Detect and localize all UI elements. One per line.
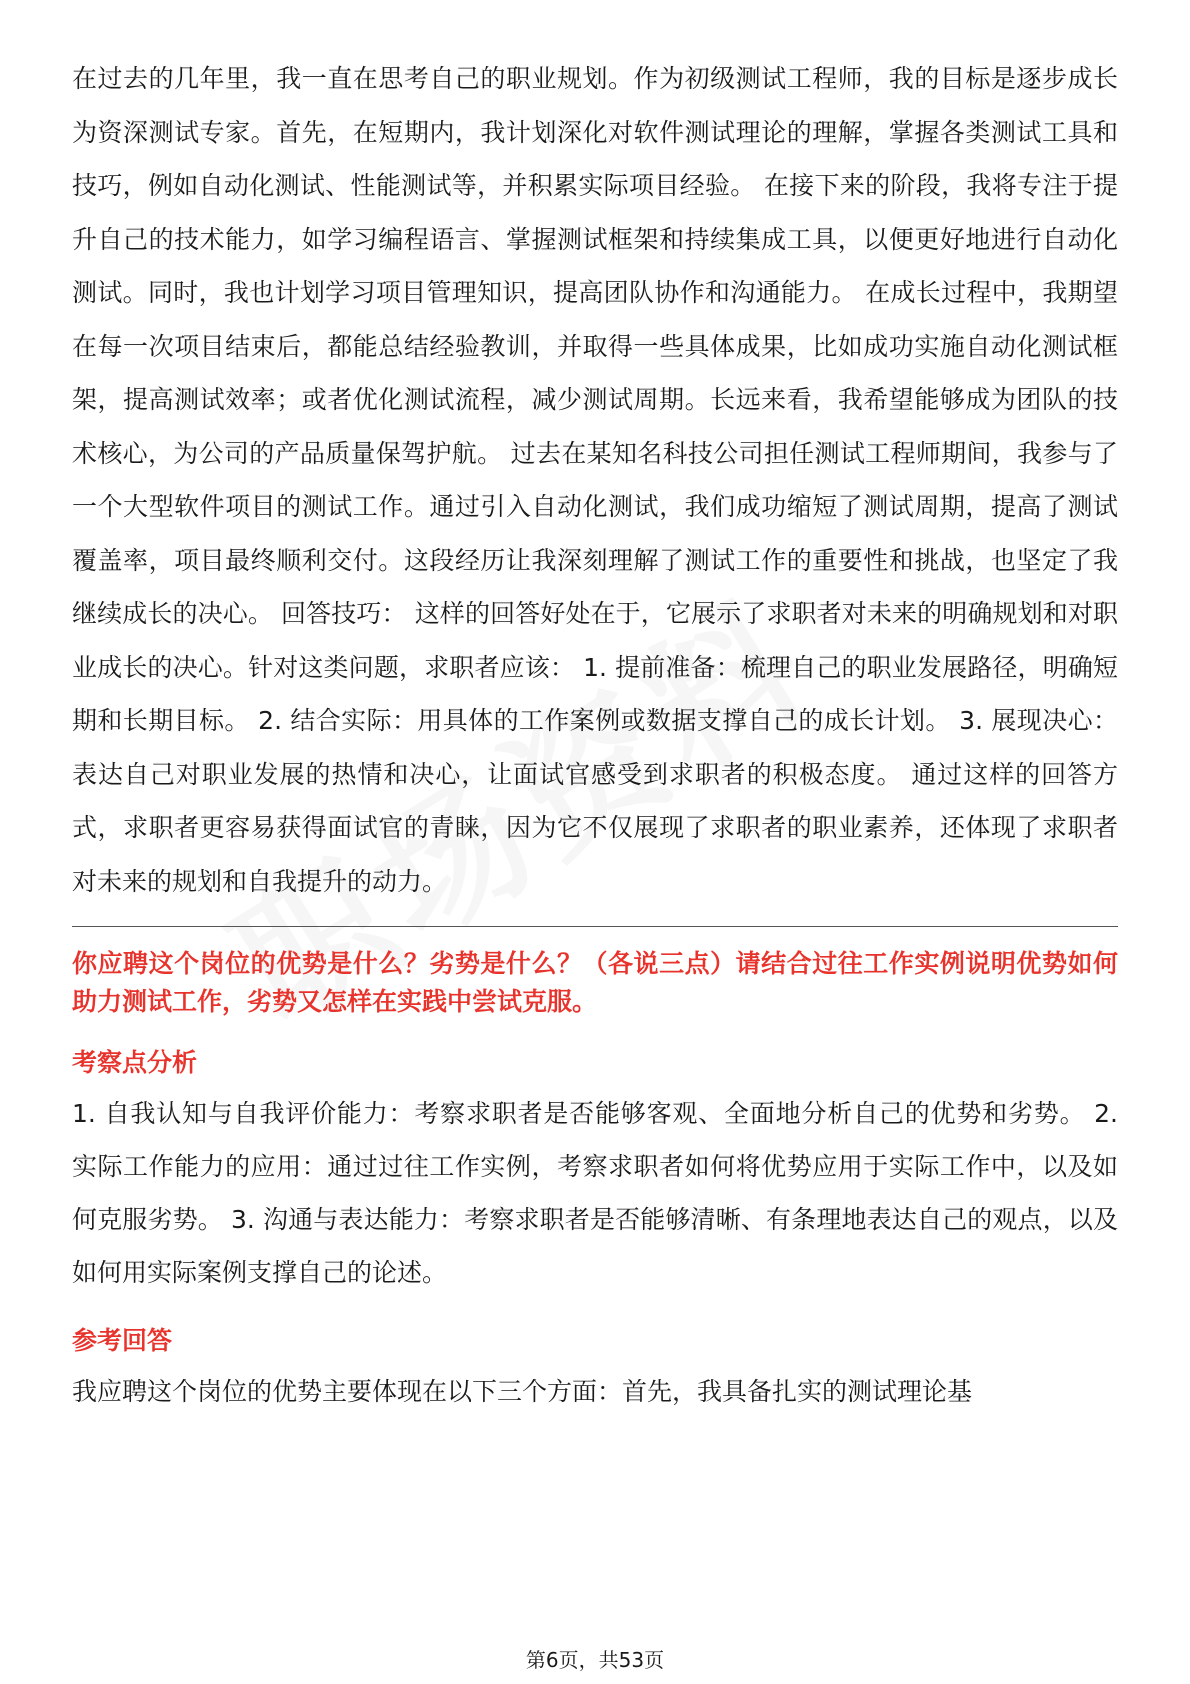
interview-question: 你应聘这个岗位的优势是什么？劣势是什么？（各说三点）请结合过往工作实例说明优势如何助力测试工作，劣势又怎样在实践中尝试克服。 <box>72 949 1118 1016</box>
answer-paragraph: 在过去的几年里，我一直在思考自己的职业规划。作为初级测试工程师，我的目标是逐步成长为资深测试专家。首先，在短期内，我计划深化对软件测试理论的理解，掌握各类测试工具和技巧，例如自动化测试、性能测试等，并积累实际项目经验。 在接下来的阶段，我将专注于提升自己的技术能力，如学习编程语言、掌握测试框架和持续集成工具，以便更好地进行自动化测试。同时，我也计划学习项目管理知识，提高团队协作和沟通能力。 在成长过程中，我期望在每一次项目结束后，都能总结经验教训，并取得一些具体成果，比如成功实施自动化测试框架，提高测试效率；或者优化测试流程，减少测试周期。长远来看，我希望能够成为团队的技术核心，为公司的产品质量保驾护航。 过去在某知名科技公司担任测试工程师期间，我参与了一个大型软件项目的测试工作。通过引入自动化测试，我们成功缩短了测试周期，提高了测试覆盖率，项目最终顺利交付。这段经历让我深刻理解了测试工作的重要性和挑战，也坚定了我继续成长的决心。 回答技巧： 这样的回答好处在于，它展示了求职者对未来的明确规划和对职业成长的决心。针对这类问题，求职者应该： 1. 提前准备：梳理自己的职业发展路径，明确短期和长期目标。 2. 结合实际：用具体的工作案例或数据支撑自己的成长计划。 3. 展现决心：表达自己对职业发展的热情和决心，让面试官感受到求职者的积极态度。 通过这样的回答方式，求职者更容易获得面试官的青睐，因为它不仅展现了求职者的职业素养，还体现了求职者对未来的规划和自我提升的动力。 <box>72 64 1118 896</box>
section-divider <box>72 926 1118 927</box>
reference-heading: 参考回答 <box>72 1326 173 1355</box>
analysis-heading: 考察点分析 <box>72 1048 198 1077</box>
document-page <box>72 52 1118 1418</box>
reference-text: 我应聘这个岗位的优势主要体现在以下三个方面：首先，我具备扎实的测试理论基 <box>72 1377 973 1406</box>
analysis-text: 1. 自我认知与自我评价能力：考察求职者是否能够客观、全面地分析自己的优势和劣势。 2. 实际工作能力的应用：通过过往工作实例，考察求职者如何将优势应用于实际工作中，以及如何克服劣势。 3. 沟通与表达能力：考察求职者是否能够清晰、有条理地表达自己的观点，以及如何用实际案例支撑自己的论述。 <box>72 1099 1118 1287</box>
page-number: 第6页，共53页 <box>525 1648 665 1672</box>
